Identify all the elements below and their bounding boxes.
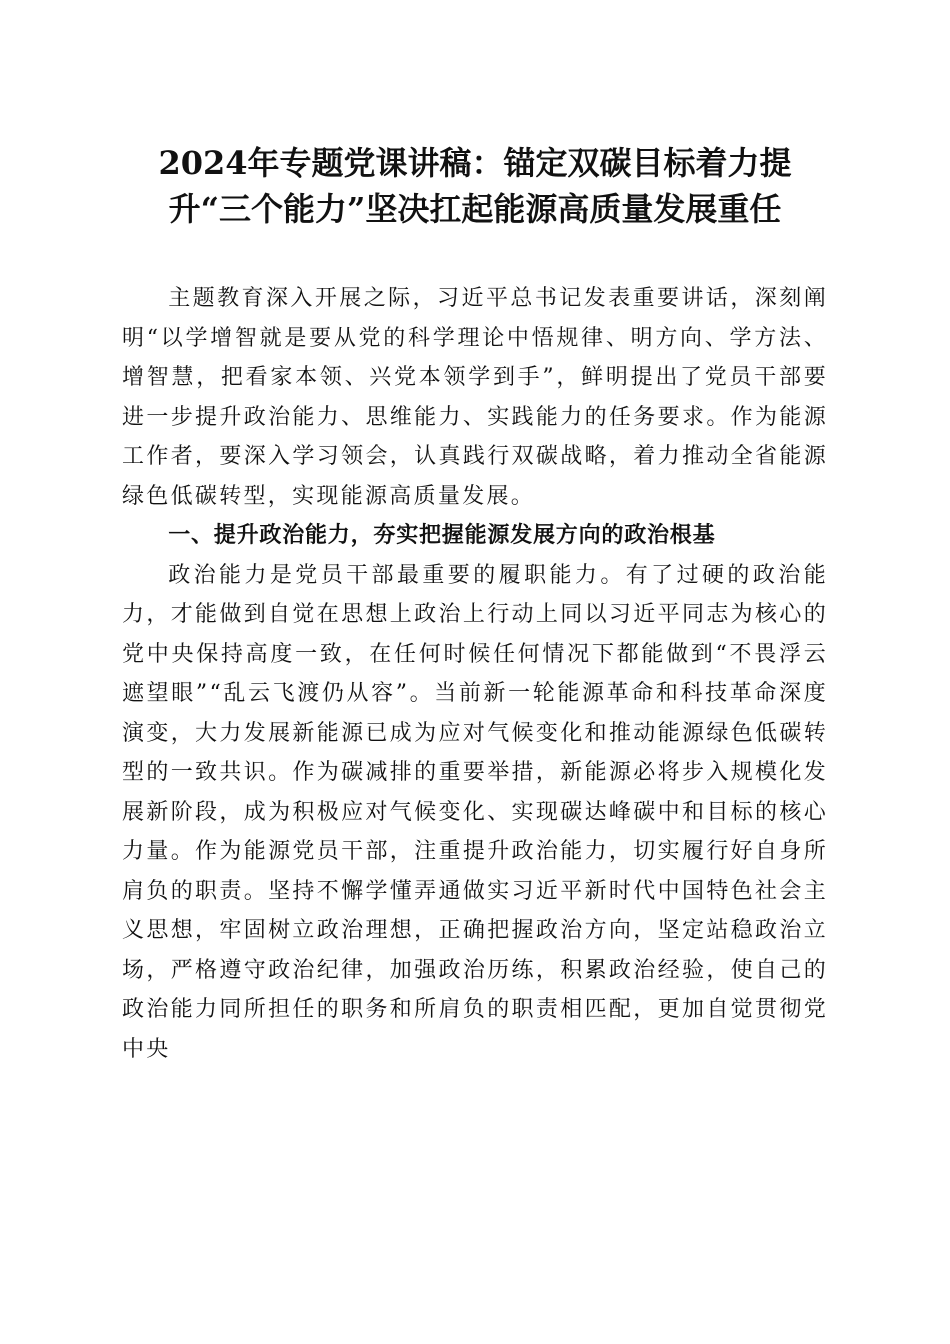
document-body: [122, 279, 828, 1069]
intro-paragraph: 主题教育深入开展之际，习近平总书记发表重要讲话，深刻阐明“以学增智就是要从党的科学理论中悟规律、明方向、学方法、增智慧，把看家本领、兴党本领学到手”，鲜明提出了党员干部要进一步提升政治能力、思维能力、实践能力的任务要求。作为能源工作者，要深入学习领会，认真践行双碳战略，着力推动全省能源绿色低碳转型，实现能源高质量发展。: [122, 286, 828, 509]
section-heading-1: 一、提升政治能力，夯实把握能源发展方向的政治根基: [168, 523, 716, 548]
document-title: 2024年专题党课讲稿：锚定双碳目标着力提升“三个能力”坚决扛起能源高质量发展重任: [158, 144, 792, 228]
section-paragraph-1: 政治能力是党员干部最重要的履职能力。有了过硬的政治能力，才能做到自觉在思想上政治上行动上同以习近平同志为核心的党中央保持高度一致，在任何时候任何情况下都能做到“不畏浮云遮望眼”“乱云飞渡仍从容”。当前新一轮能源革命和科技革命深度演变，大力发展新能源已成为应对气候变化和推动能源绿色低碳转型的一致共识。作为碳减排的重要举措，新能源必将步入规模化发展新阶段，成为积极应对气候变化、实现碳达峰碳中和目标的核心力量。作为能源党员干部，注重提升政治能力，切实履行好自身所肩负的职责。坚持不懈学懂弄通做实习近平新时代中国特色社会主义思想，牢固树立政治理想，正确把握政治方向，坚定站稳政治立场，严格遵守政治纪律，加强政治历练，积累政治经验，使自己的政治能力同所担任的职务和所肩负的职责相匹配，更加自觉贯彻党中央: [122, 562, 828, 1062]
